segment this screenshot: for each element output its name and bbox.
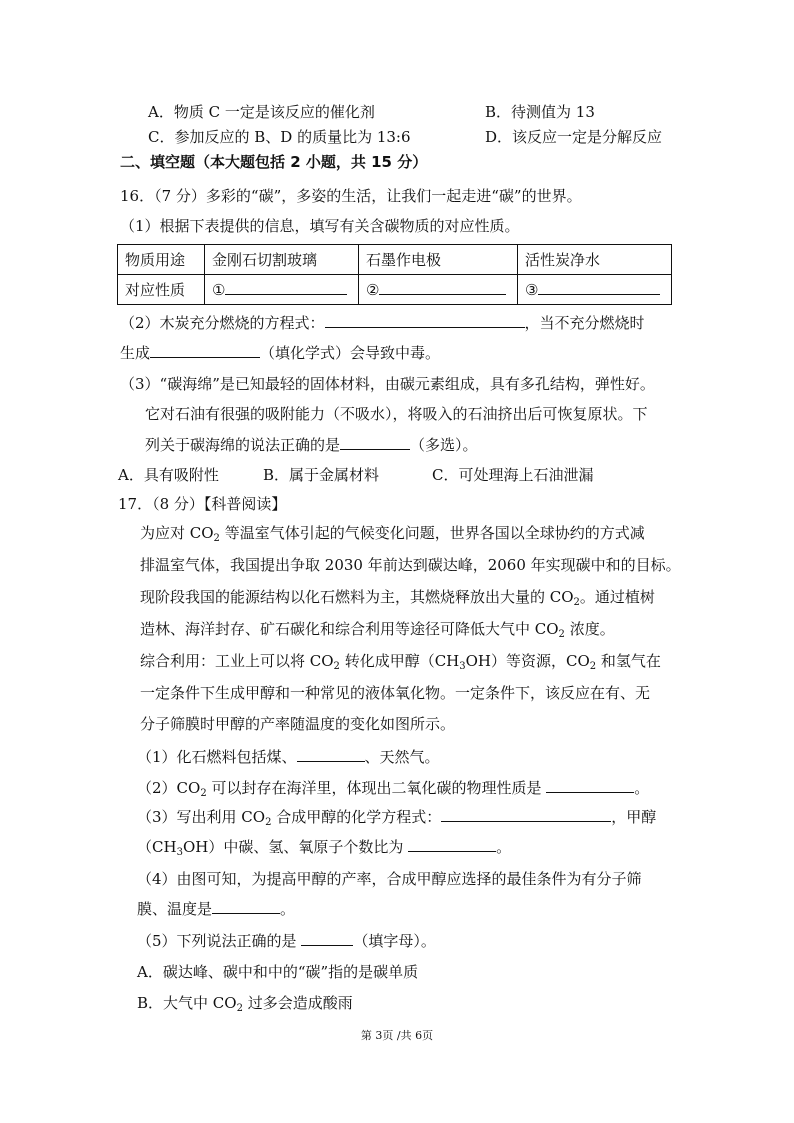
q16-stem: 16．（7 分）多彩的“碳”，多姿的生活，让我们一起走进“碳”的世界。 xyxy=(120,187,582,205)
text: 。通过植树 xyxy=(579,588,655,606)
table-cell: 对应性质 xyxy=(118,275,205,305)
q17-sub4: （4）由图可知，为提高甲醇的产率，合成甲醇应选择的最佳条件为有分子筛 xyxy=(137,870,642,888)
text: 膜、温度是 xyxy=(137,900,213,918)
answer-blank[interactable] xyxy=(546,778,634,793)
table-cell: 物质用途 xyxy=(118,245,205,275)
text: 等温室气体引起的气候变化问题，世界各国以全球协约的方式减 xyxy=(219,524,645,542)
subscript: 2 xyxy=(236,1003,243,1014)
reading-line-2: 排温室气体，我国提出争取 2030 年前达到碳达峰，2060 年实现碳中和的目标。 xyxy=(140,556,681,574)
q16-part3-line1: （3）“碳海绵”是已知最轻的固体材料，由碳元素组成，具有多孔结构，弹性好。 xyxy=(120,375,655,393)
q16-part2-cont xyxy=(120,343,440,363)
q17-option-a: A．碳达峰、碳中和中的“碳”指的是碳单质 xyxy=(137,963,419,981)
text: 合成甲醇的化学方程式： xyxy=(271,808,442,826)
q17-sub4-cont xyxy=(137,899,295,919)
reading-line-1 xyxy=(140,523,645,543)
answer-blank[interactable] xyxy=(212,899,280,914)
q16-part3-line3 xyxy=(145,435,478,455)
answer-blank[interactable] xyxy=(441,807,611,822)
subscript: 3 xyxy=(459,661,466,672)
text: OH）中碳、氢、氧原子个数比为 xyxy=(182,838,409,856)
answer-blank[interactable] xyxy=(325,313,525,328)
table-row xyxy=(118,245,672,275)
table-cell: 石墨作电极 xyxy=(359,245,518,275)
text: 、天然气。 xyxy=(364,748,440,766)
text: （多选）。 xyxy=(410,436,478,454)
table-row xyxy=(118,275,672,305)
reading-line-4 xyxy=(140,619,615,639)
text: （3）写出利用 CO xyxy=(137,808,266,826)
page-footer: 第 3页 /共 6页 xyxy=(360,1029,434,1042)
subscript: 2 xyxy=(589,661,597,672)
answer-cell-2[interactable] xyxy=(359,275,518,305)
subscript: 2 xyxy=(573,597,580,608)
text: 可以封存在海洋里，体现出二氧化碳的物理性质是 xyxy=(206,779,547,797)
q17-sub5 xyxy=(137,931,436,951)
text: 浓度。 xyxy=(564,620,615,638)
subscript: 2 xyxy=(333,661,340,672)
reading-line-6: 一定条件下生成甲醇和一种常见的液体氧化物。一定条件下，该反应在有、无 xyxy=(140,684,651,702)
subscript: 2 xyxy=(200,788,207,799)
q15-option-b: B．待测值为 13 xyxy=(485,103,595,121)
text: 。 xyxy=(280,900,296,918)
text: B．大气中 CO xyxy=(137,994,237,1012)
subscript: 2 xyxy=(213,533,220,544)
circle-mark: ① xyxy=(212,281,226,299)
answer-blank[interactable] xyxy=(538,280,660,295)
q17-sub2 xyxy=(137,778,649,798)
text: （填化学式）会导致中毒。 xyxy=(260,344,441,362)
text: （2）CO xyxy=(137,779,201,797)
text: 生成 xyxy=(120,344,151,362)
text: （1）化石燃料包括煤、 xyxy=(137,748,297,766)
text: OH）等资源，CO xyxy=(465,652,590,670)
reading-line-5 xyxy=(140,651,661,671)
answer-cell-1[interactable] xyxy=(205,275,359,305)
q17-sub1 xyxy=(137,747,440,767)
text: 。 xyxy=(634,779,650,797)
text: 为应对 CO xyxy=(140,524,214,542)
q16-option-a: A．具有吸附性 xyxy=(118,466,219,484)
section-title: 二、填空题（本大题包括 2 小题，共 15 分） xyxy=(120,153,428,171)
text: 现阶段我国的能源结构以化石燃料为主，其燃烧释放出大量的 CO xyxy=(140,588,574,606)
text: （2）木炭充分燃烧的方程式： xyxy=(120,314,325,332)
q17-sub3-cont xyxy=(137,837,511,857)
text: 过多会造成酸雨 xyxy=(242,994,353,1012)
text: ，甲醇 xyxy=(611,808,657,826)
table-cell: 金刚石切割玻璃 xyxy=(205,245,359,275)
answer-blank[interactable] xyxy=(150,343,260,358)
q16-part3-line2: 它对石油有很强的吸附能力（不吸水），将吸入的石油挤出后可恢复原状。下 xyxy=(145,405,648,423)
circle-mark: ② xyxy=(366,281,380,299)
text: 转化成甲醇（CH xyxy=(339,652,460,670)
q17-option-b xyxy=(137,993,353,1013)
text: ，当不充分燃烧时 xyxy=(524,314,645,332)
reading-line-3 xyxy=(140,587,655,607)
circle-mark: ③ xyxy=(525,281,539,299)
reading-line-7: 分子筛膜时甲醇的产率随温度的变化如图所示。 xyxy=(140,715,456,733)
subscript: 2 xyxy=(558,629,565,640)
q15-option-a: A．物质 C 一定是该反应的催化剂 xyxy=(148,103,375,121)
text: 造林、海洋封存、矿石碳化和综合利用等途径可降低大气中 CO xyxy=(140,620,559,638)
q16-part1: （1）根据下表提供的信息，填写有关含碳物质的对应性质。 xyxy=(120,217,520,235)
answer-blank[interactable] xyxy=(225,280,347,295)
answer-cell-3[interactable] xyxy=(518,275,672,305)
answer-blank[interactable] xyxy=(340,435,410,450)
answer-blank[interactable] xyxy=(297,747,365,762)
subscript: 2 xyxy=(265,817,272,828)
q15-option-d: D．该反应一定是分解反应 xyxy=(485,128,663,146)
q16-part2 xyxy=(120,313,645,333)
subscript: 3 xyxy=(176,847,183,858)
text: 综合利用：工业上可以将 CO xyxy=(140,652,334,670)
property-table xyxy=(117,244,672,305)
answer-blank[interactable] xyxy=(301,931,353,946)
q17-stem: 17．（8 分）【科普阅读】 xyxy=(118,495,287,513)
text: （填字母）。 xyxy=(353,932,436,950)
q16-option-c: C．可处理海上石油泄漏 xyxy=(432,466,594,484)
text: 和氢气在 xyxy=(596,652,661,670)
text: （CH xyxy=(137,838,177,856)
q17-sub3 xyxy=(137,807,656,827)
answer-blank[interactable] xyxy=(408,837,496,852)
text: 。 xyxy=(496,838,512,856)
answer-blank[interactable] xyxy=(379,280,506,295)
table-cell: 活性炭净水 xyxy=(518,245,672,275)
q16-option-b: B．属于金属材料 xyxy=(263,466,380,484)
text: （5）下列说法正确的是 xyxy=(137,932,302,950)
text: 列关于碳海绵的说法正确的是 xyxy=(145,436,341,454)
q15-option-c: C．参加反应的 B、D 的质量比为 13:6 xyxy=(148,128,411,146)
